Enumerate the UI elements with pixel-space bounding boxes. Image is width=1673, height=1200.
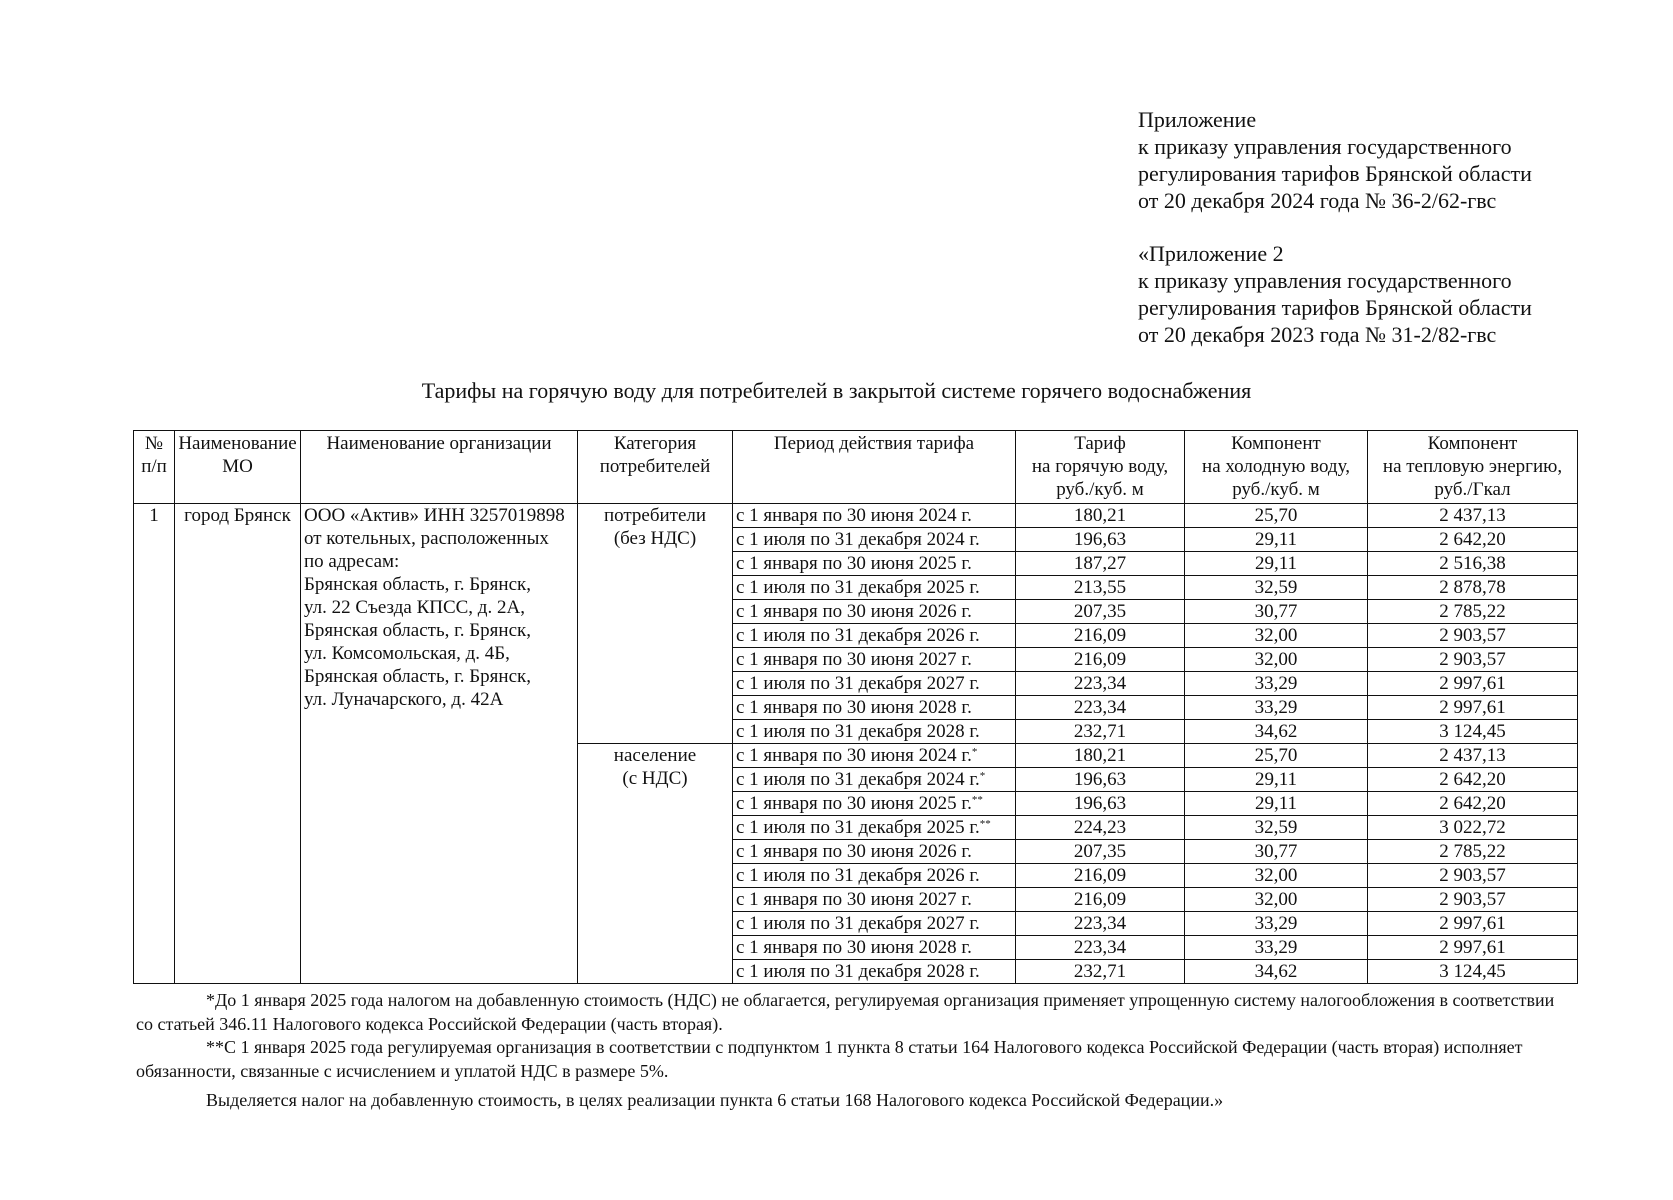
header-organization: Наименование организации [301, 431, 578, 504]
footnote-mark: ** [979, 818, 991, 830]
cold-water-component-cell: 32,00 [1185, 648, 1368, 672]
heat-component-cell: 2 642,20 [1368, 528, 1578, 552]
organization-line: ул. Комсомольская, д. 4Б, [304, 643, 510, 664]
period-cell [733, 648, 1016, 672]
footnote-mark: * [971, 746, 978, 758]
period-text: с 1 июля по 31 декабря 2024 г. [736, 769, 980, 790]
cold-water-component-cell: 25,70 [1185, 744, 1368, 768]
header-category: Категория потребителей [578, 431, 733, 504]
period-cell [733, 864, 1016, 888]
cold-water-component-cell: 30,77 [1185, 600, 1368, 624]
hot-water-tariff-cell: 223,34 [1016, 672, 1185, 696]
hot-water-tariff-cell: 232,71 [1016, 720, 1185, 744]
hot-water-tariff-cell: 187,27 [1016, 552, 1185, 576]
heat-component-cell: 3 022,72 [1368, 816, 1578, 840]
organization-line: ООО «Актив» ИНН 3257019898 [304, 505, 565, 526]
organization-line: ул. 22 Съезда КПСС, д. 2А, [304, 597, 525, 618]
footnote-vat-note: Выделяется налог на добавленную стоимость, в целях реализации пункта 6 статьи 168 Налогового кодекса Российской Федерации.» [206, 1090, 1224, 1110]
hot-water-tariff-cell: 207,35 [1016, 840, 1185, 864]
period-cell [733, 960, 1016, 984]
cold-water-component-cell: 29,11 [1185, 792, 1368, 816]
table-body [134, 504, 1578, 984]
organization-line: Брянская область, г. Брянск, [304, 574, 532, 595]
hot-water-tariff-cell: 207,35 [1016, 600, 1185, 624]
cold-water-component-cell: 33,29 [1185, 912, 1368, 936]
hot-water-tariff-cell: 223,34 [1016, 696, 1185, 720]
period-cell [733, 528, 1016, 552]
cold-water-component-cell: 32,59 [1185, 816, 1368, 840]
period-text: с 1 января по 30 июня 2027 г. [736, 649, 972, 670]
category-line: (с НДС) [622, 768, 688, 789]
period-cell [733, 720, 1016, 744]
heat-component-cell: 2 437,13 [1368, 744, 1578, 768]
annex-1-line: к приказу управления государственного [1138, 134, 1512, 159]
annex-2-line: от 20 декабря 2023 года № 31-2/82-гвс [1138, 322, 1497, 347]
header-mo: Наименование МО [175, 431, 301, 504]
heat-component-cell: 2 997,61 [1368, 936, 1578, 960]
organization-line: Брянская область, г. Брянск, [304, 666, 532, 687]
period-cell [733, 792, 1016, 816]
period-text: с 1 июля по 31 декабря 2025 г. [736, 817, 980, 838]
period-cell [733, 696, 1016, 720]
header-hot-water-tariff: Тариф на горячую воду, руб./куб. м [1016, 431, 1185, 504]
category-line: население [613, 745, 697, 766]
hot-water-tariff-cell: 232,71 [1016, 960, 1185, 984]
period-cell [733, 672, 1016, 696]
table-row [134, 504, 1578, 528]
category-line: (без НДС) [613, 528, 697, 549]
hot-water-tariff-cell: 196,63 [1016, 528, 1185, 552]
period-text: с 1 января по 30 июня 2028 г. [736, 937, 972, 958]
annex-2-line: к приказу управления государственного [1138, 268, 1512, 293]
period-cell [733, 936, 1016, 960]
footnote-mark: ** [971, 794, 983, 806]
annex-1-line: регулирования тарифов Брянской области [1138, 161, 1532, 186]
cold-water-component-cell: 32,59 [1185, 576, 1368, 600]
cold-water-component-cell: 34,62 [1185, 720, 1368, 744]
cold-water-component-cell: 33,29 [1185, 672, 1368, 696]
cold-water-component-cell: 29,11 [1185, 552, 1368, 576]
hot-water-tariff-cell: 213,55 [1016, 576, 1185, 600]
cold-water-component-cell: 32,00 [1185, 864, 1368, 888]
organization-cell [301, 504, 578, 984]
hot-water-tariff-cell: 216,09 [1016, 624, 1185, 648]
heat-component-cell: 2 516,38 [1368, 552, 1578, 576]
period-text: с 1 января по 30 июня 2025 г. [736, 553, 972, 574]
period-text: с 1 июля по 31 декабря 2024 г. [736, 529, 980, 550]
category-cell [578, 504, 733, 744]
period-text: с 1 января по 30 июня 2026 г. [736, 601, 972, 622]
hot-water-tariff-cell: 180,21 [1016, 744, 1185, 768]
period-text: с 1 июля по 31 декабря 2028 г. [736, 961, 980, 982]
annex-2-line: «Приложение 2 [1138, 241, 1284, 266]
heat-component-cell: 2 437,13 [1368, 504, 1578, 528]
period-cell [733, 552, 1016, 576]
period-text: с 1 января по 30 июня 2027 г. [736, 889, 972, 910]
cold-water-component-cell: 32,00 [1185, 888, 1368, 912]
heat-component-cell: 2 785,22 [1368, 600, 1578, 624]
period-text: с 1 января по 30 июня 2026 г. [736, 841, 972, 862]
period-cell [733, 840, 1016, 864]
annex-1-line: от 20 декабря 2024 года № 36-2/62-гвс [1138, 188, 1497, 213]
organization-line: по адресам: [304, 551, 400, 572]
period-cell [733, 768, 1016, 792]
cold-water-component-cell: 33,29 [1185, 936, 1368, 960]
row-number-cell: 1 [134, 504, 175, 984]
header-heat-component: Компонент на тепловую энергию, руб./Гкал [1368, 431, 1578, 504]
hot-water-tariff-cell: 223,34 [1016, 936, 1185, 960]
period-cell [733, 504, 1016, 528]
period-text: с 1 июля по 31 декабря 2027 г. [736, 673, 980, 694]
period-text: с 1 июля по 31 декабря 2026 г. [736, 865, 980, 886]
footnote-mark: * [979, 770, 986, 782]
table-title: Тарифы на горячую воду для потребителей в закрытой системе горячего водоснабжения [421, 378, 1252, 403]
period-text: с 1 января по 30 июня 2024 г. [736, 745, 972, 766]
footnote-double-star: **С 1 января 2025 года регулируемая организация в соответствии с подпунктом 1 пункта 8 статьи 164 Налогового кодекса Российской Федерации (часть вторая) исполняет обязанности, связанные с исчислением и уплатой НДС в размере 5%. [136, 1037, 1523, 1081]
period-cell [733, 576, 1016, 600]
hot-water-tariff-cell: 216,09 [1016, 648, 1185, 672]
organization-line: от котельных, расположенных [304, 528, 549, 549]
heat-component-cell: 2 997,61 [1368, 696, 1578, 720]
period-cell [733, 816, 1016, 840]
cold-water-component-cell: 25,70 [1185, 504, 1368, 528]
header-cold-water-component: Компонент на холодную воду, руб./куб. м [1185, 431, 1368, 504]
annex-1-line: Приложение [1138, 107, 1257, 132]
hot-water-tariff-cell: 216,09 [1016, 864, 1185, 888]
header-number: № п/п [134, 431, 175, 504]
heat-component-cell: 2 903,57 [1368, 864, 1578, 888]
heat-component-cell: 2 903,57 [1368, 648, 1578, 672]
cold-water-component-cell: 33,29 [1185, 696, 1368, 720]
cold-water-component-cell: 34,62 [1185, 960, 1368, 984]
hot-water-tariff-cell: 223,34 [1016, 912, 1185, 936]
annex-1-header [1138, 106, 1532, 214]
period-text: с 1 июля по 31 декабря 2028 г. [736, 721, 980, 742]
heat-component-cell: 2 642,20 [1368, 792, 1578, 816]
hot-water-tariff-cell: 180,21 [1016, 504, 1185, 528]
heat-component-cell: 2 997,61 [1368, 672, 1578, 696]
hot-water-tariff-cell: 216,09 [1016, 888, 1185, 912]
period-cell [733, 888, 1016, 912]
heat-component-cell: 3 124,45 [1368, 720, 1578, 744]
hot-water-tariff-cell: 224,23 [1016, 816, 1185, 840]
mo-name-cell: город Брянск [175, 504, 301, 984]
period-cell [733, 912, 1016, 936]
organization-line: ул. Луначарского, д. 42А [304, 689, 504, 710]
cold-water-component-cell: 30,77 [1185, 840, 1368, 864]
table-header-row [134, 431, 1578, 504]
period-text: с 1 июля по 31 декабря 2026 г. [736, 625, 980, 646]
hot-water-tariff-cell: 196,63 [1016, 792, 1185, 816]
category-line: потребители [603, 505, 707, 526]
tariff-table [133, 430, 1578, 984]
heat-component-cell: 2 642,20 [1368, 768, 1578, 792]
heat-component-cell: 3 124,45 [1368, 960, 1578, 984]
period-text: с 1 июля по 31 декабря 2027 г. [736, 913, 980, 934]
heat-component-cell: 2 903,57 [1368, 888, 1578, 912]
annex-2-header [1138, 240, 1532, 348]
period-text: с 1 января по 30 июня 2024 г. [736, 505, 972, 526]
cold-water-component-cell: 32,00 [1185, 624, 1368, 648]
cold-water-component-cell: 29,11 [1185, 528, 1368, 552]
heat-component-cell: 2 997,61 [1368, 912, 1578, 936]
header-period: Период действия тарифа [733, 431, 1016, 504]
period-text: с 1 января по 30 июня 2028 г. [736, 697, 972, 718]
period-text: с 1 июля по 31 декабря 2025 г. [736, 577, 980, 598]
heat-component-cell: 2 903,57 [1368, 624, 1578, 648]
hot-water-tariff-cell: 196,63 [1016, 768, 1185, 792]
heat-component-cell: 2 878,78 [1368, 576, 1578, 600]
period-text: с 1 января по 30 июня 2025 г. [736, 793, 972, 814]
cold-water-component-cell: 29,11 [1185, 768, 1368, 792]
category-cell [578, 744, 733, 984]
period-cell [733, 624, 1016, 648]
period-cell [733, 744, 1016, 768]
period-cell [733, 600, 1016, 624]
annex-2-line: регулирования тарифов Брянской области [1138, 295, 1532, 320]
heat-component-cell: 2 785,22 [1368, 840, 1578, 864]
organization-line: Брянская область, г. Брянск, [304, 620, 532, 641]
footnote-single-star: *До 1 января 2025 года налогом на добавленную стоимость (НДС) не облагается, регулируемая организация применяет упрощенную систему налогообложения в соответствии со статьей 346.11 Налогового кодекса Российской Федерации (часть вторая). [136, 990, 1555, 1034]
